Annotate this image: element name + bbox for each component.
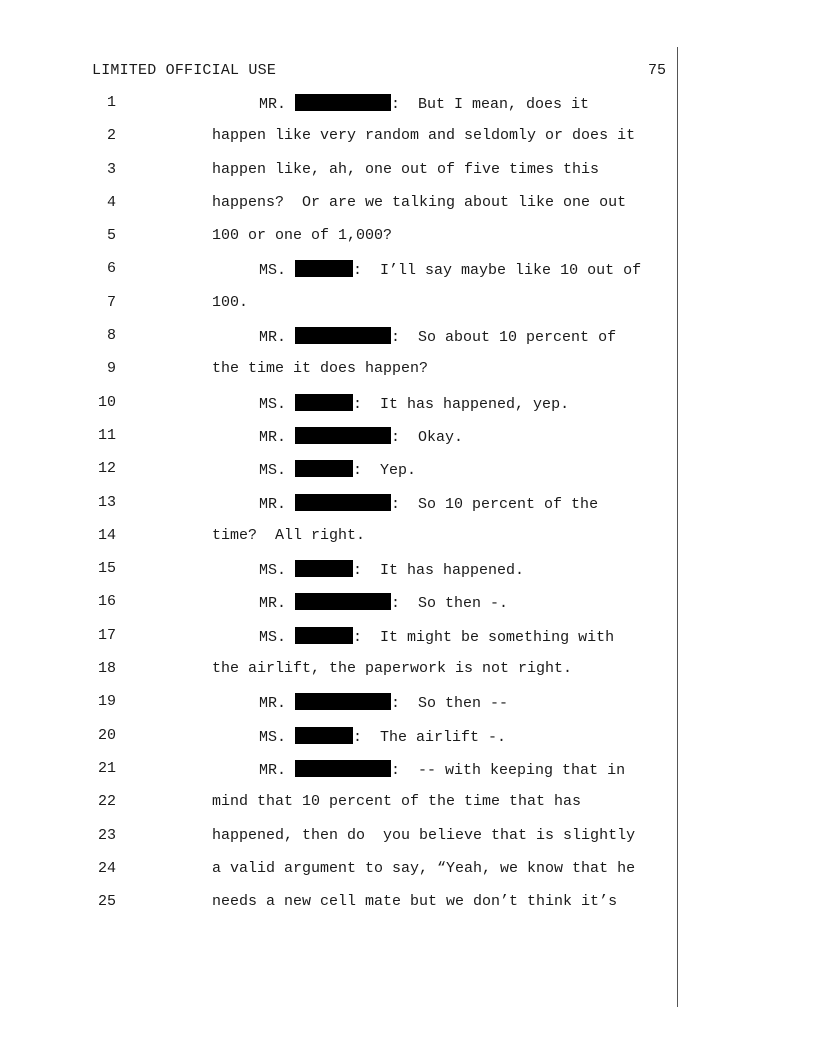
line-number: 20 — [97, 726, 116, 744]
transcript-line — [0, 227, 816, 260]
transcript-line — [0, 593, 816, 626]
transcript-line — [0, 827, 816, 860]
speaker-title: MR. — [259, 595, 287, 613]
line-text: mind that 10 percent of the time that has — [212, 793, 582, 811]
transcript-line — [0, 260, 816, 293]
line-number: 14 — [97, 526, 116, 544]
transcript-line — [0, 893, 816, 926]
line-number: 13 — [97, 493, 116, 511]
line-number: 15 — [97, 560, 116, 578]
redaction-block — [295, 94, 391, 111]
spoken-text: : It has happened. — [353, 562, 525, 580]
line-number: 19 — [97, 693, 116, 711]
line-number: 17 — [97, 626, 116, 644]
redaction-block — [295, 427, 391, 444]
line-number: 22 — [97, 793, 116, 811]
transcript-line — [0, 727, 816, 760]
speaker-line — [259, 627, 614, 647]
speaker-line — [259, 760, 625, 780]
spoken-text: : It might be something with — [353, 628, 615, 646]
speaker-line — [259, 394, 569, 414]
line-text: time? All right. — [212, 526, 366, 544]
transcript-line — [0, 127, 816, 160]
line-number: 10 — [97, 393, 116, 411]
speaker-line — [259, 460, 416, 480]
transcript-line — [0, 327, 816, 360]
spoken-text: : But I mean, does it — [391, 96, 590, 113]
redaction-block — [295, 727, 353, 744]
line-number: 7 — [106, 293, 116, 311]
spoken-text: : The airlift -. — [353, 728, 507, 746]
speaker-title: MS. — [259, 562, 287, 580]
line-number: 25 — [97, 893, 116, 911]
speaker-line — [259, 560, 524, 580]
line-text: happened, then do you believe that is slightly — [212, 826, 636, 844]
line-number: 11 — [97, 426, 116, 444]
transcript-line — [0, 360, 816, 393]
speaker-title: MR. — [259, 761, 287, 779]
redaction-block — [295, 693, 391, 710]
classification-header: LIMITED OFFICIAL USE — [92, 62, 277, 79]
spoken-text: : -- with keeping that in — [391, 761, 626, 779]
transcript-line — [0, 161, 816, 194]
line-text: 100 or one of 1,000? — [212, 227, 393, 245]
transcript-line — [0, 660, 816, 693]
line-number: 24 — [97, 859, 116, 877]
speaker-line — [259, 260, 641, 280]
line-number: 16 — [97, 593, 116, 611]
speaker-title: MS. — [259, 395, 287, 413]
line-number: 1 — [106, 94, 116, 111]
spoken-text: : Yep. — [353, 462, 417, 480]
speaker-title: MS. — [259, 628, 287, 646]
redaction-block — [295, 260, 353, 277]
line-number: 18 — [97, 660, 116, 678]
transcript-line — [0, 94, 816, 127]
line-number: 3 — [106, 160, 116, 178]
line-number: 5 — [106, 227, 116, 245]
transcript-line — [0, 793, 816, 826]
line-number: 21 — [97, 759, 116, 777]
line-text: the airlift, the paperwork is not right. — [212, 660, 573, 678]
speaker-title: MS. — [259, 462, 287, 480]
line-number: 9 — [106, 360, 116, 378]
speaker-line — [259, 593, 508, 613]
spoken-text: : So 10 percent of the — [391, 495, 599, 513]
line-text: the time it does happen? — [212, 360, 429, 378]
redaction-block — [295, 394, 353, 411]
line-text: happen like, ah, one out of five times this — [212, 160, 600, 178]
transcript-line — [0, 394, 816, 427]
line-text: happens? Or are we talking about like one out — [212, 193, 627, 211]
spoken-text: : Okay. — [391, 428, 464, 446]
line-number: 8 — [106, 327, 116, 345]
redaction-block — [295, 593, 391, 610]
spoken-text: : So about 10 percent of — [391, 329, 617, 347]
speaker-title: MR. — [259, 695, 287, 713]
line-number: 2 — [106, 127, 116, 145]
line-number: 4 — [106, 193, 116, 211]
spoken-text: : It has happened, yep. — [353, 395, 570, 413]
redaction-block — [295, 560, 353, 577]
speaker-title: MS. — [259, 728, 287, 746]
spoken-text: : So then -- — [391, 695, 509, 713]
transcript-line — [0, 460, 816, 493]
speaker-title: MR. — [259, 428, 287, 446]
redaction-block — [295, 327, 391, 344]
speaker-line — [259, 494, 598, 514]
transcript-line — [0, 294, 816, 327]
page-number: 75 — [647, 62, 666, 79]
transcript-line — [0, 760, 816, 793]
speaker-line — [259, 94, 589, 114]
speaker-line — [259, 727, 506, 747]
line-text: happen like very random and seldomly or does it — [212, 127, 636, 145]
transcript-lines — [0, 94, 816, 926]
speaker-line — [259, 693, 508, 713]
speaker-line — [259, 327, 616, 347]
transcript-line — [0, 627, 816, 660]
line-number: 6 — [106, 260, 116, 278]
redaction-block — [295, 760, 391, 777]
speaker-title: MS. — [259, 262, 287, 280]
transcript-line — [0, 693, 816, 726]
line-number: 23 — [97, 826, 116, 844]
redaction-block — [295, 460, 353, 477]
spoken-text: : So then -. — [391, 595, 509, 613]
transcript-line — [0, 494, 816, 527]
line-number: 12 — [97, 460, 116, 478]
line-text: a valid argument to say, “Yeah, we know that he — [212, 859, 636, 877]
speaker-title: MR. — [259, 329, 287, 347]
transcript-line — [0, 194, 816, 227]
transcript-line — [0, 527, 816, 560]
speaker-title: MR. — [259, 495, 287, 513]
line-text: needs a new cell mate but we don’t think it’s — [212, 893, 618, 911]
transcript-line — [0, 560, 816, 593]
redaction-block — [295, 494, 391, 511]
spoken-text: : I’ll say maybe like 10 out of — [353, 262, 642, 280]
speaker-title: MR. — [259, 96, 287, 113]
line-text: 100. — [212, 293, 249, 311]
transcript-line — [0, 860, 816, 893]
speaker-line — [259, 427, 463, 447]
transcript-line — [0, 427, 816, 460]
redaction-block — [295, 627, 353, 644]
